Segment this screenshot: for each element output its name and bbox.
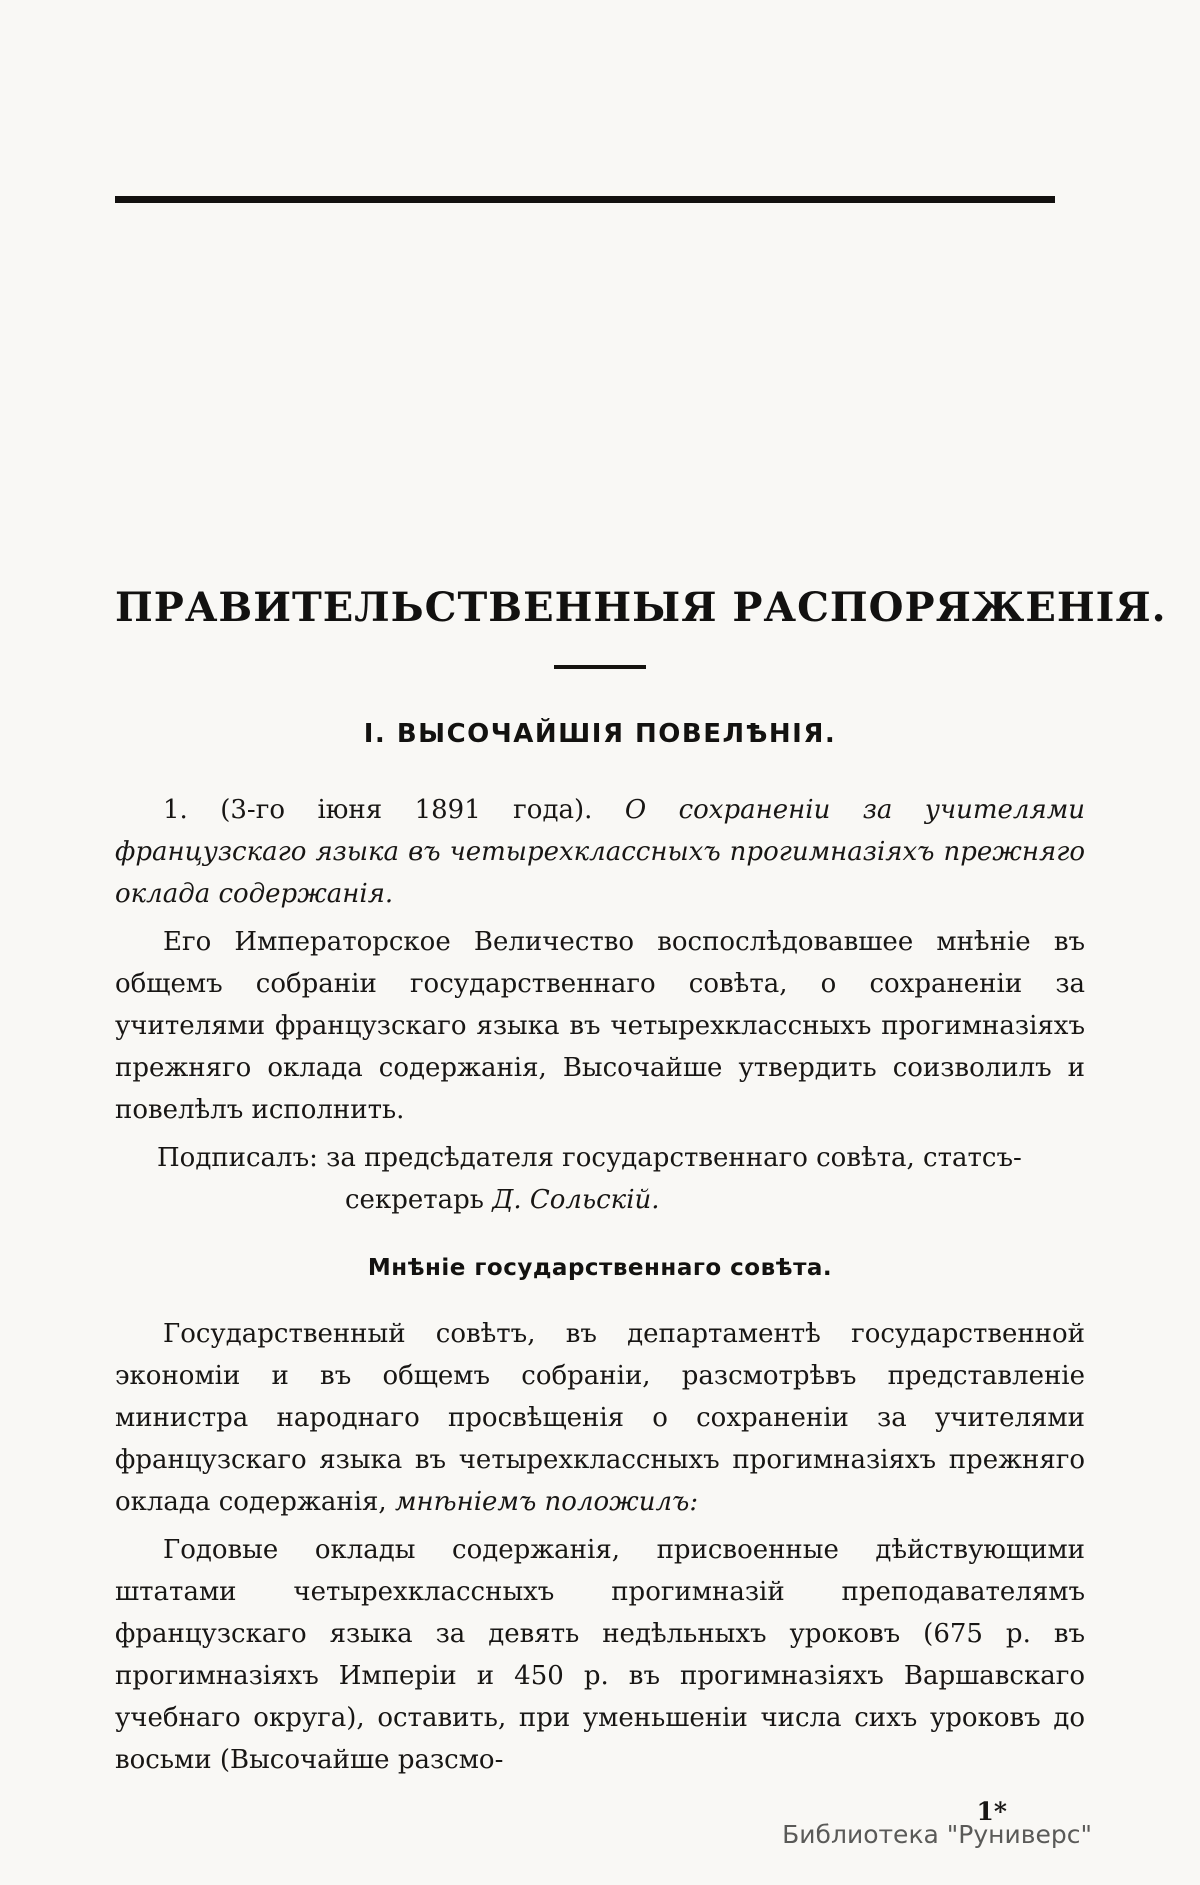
page-title: ПРАВИТЕЛЬСТВЕННЫЯ РАСПОРЯЖЕНІЯ. (115, 584, 1167, 631)
signatory-name-italic: Д. Сольскій. (492, 1185, 660, 1215)
decree-number-and-date: 1. (3-го іюня 1891 года). (163, 795, 625, 825)
signature-line-2 (345, 1179, 1085, 1221)
paragraph-decree-summary (115, 789, 1085, 915)
signature-title: секретарь (345, 1185, 493, 1215)
paragraph-imperial-approval: Его Императорское Величество воспослѣдовавшее мнѣніе въ общемъ собраніи государственнаго совѣта, о сохраненіи за учителями французскаго языка въ четырехклассныхъ прогимназіяхъ прежняго оклада содержанія, Высочайше утвердить соизволилъ и повелѣлъ исполнить. (115, 927, 1085, 1125)
body-text (115, 789, 1085, 1833)
council-opinion-subheading: Мнѣніе государственнаго совѣта. (367, 1255, 833, 1281)
text-column (115, 0, 1167, 1833)
library-watermark: Библиотека "Руниверс" (782, 1820, 1092, 1849)
paragraph-salary-provisions: Годовые оклады содержанія, присвоенные дѣйствующими штатами четырехклассныхъ прогимназій преподавателямъ французскаго языка за девять недѣльныхъ уроковъ (675 р. въ прогимназіяхъ Имперіи и 450 р. въ прогимназіяхъ Варшавскаго учебнаго округа), оставить, при уменьшеніи числа сихъ уроковъ до восьми (Высочайше разсмо- (115, 1535, 1085, 1775)
top-rule-divider (115, 196, 1055, 203)
title-divider-rule (554, 665, 646, 669)
paragraph-council-review (115, 1313, 1085, 1523)
signature-block (115, 1137, 1085, 1221)
signature-line-1: Подписалъ: за предсѣдателя государственнаго совѣта, статсъ- (157, 1143, 1022, 1173)
council-resolution-italic: мнѣніемъ положилъ: (394, 1487, 699, 1517)
decree-subject-italic: О сохраненіи за учителями французскаго языка въ четырехклассныхъ прогимназіяхъ прежняго оклада содержанія. (115, 795, 1085, 909)
council-review-text: Государственный совѣтъ, въ департаментѣ государственной экономіи и въ общемъ собраніи, разсмотрѣвъ представленіе министра народнаго просвѣщенія о сохраненіи за учителями французскаго языка въ четырехклассныхъ прогимназіяхъ прежняго оклада содержанія, (115, 1319, 1085, 1517)
section-heading: І. ВЫСОЧАЙШІЯ ПОВЕЛѢНІЯ. (363, 719, 837, 749)
printer-signature-mark: 1* (976, 1797, 1007, 1826)
